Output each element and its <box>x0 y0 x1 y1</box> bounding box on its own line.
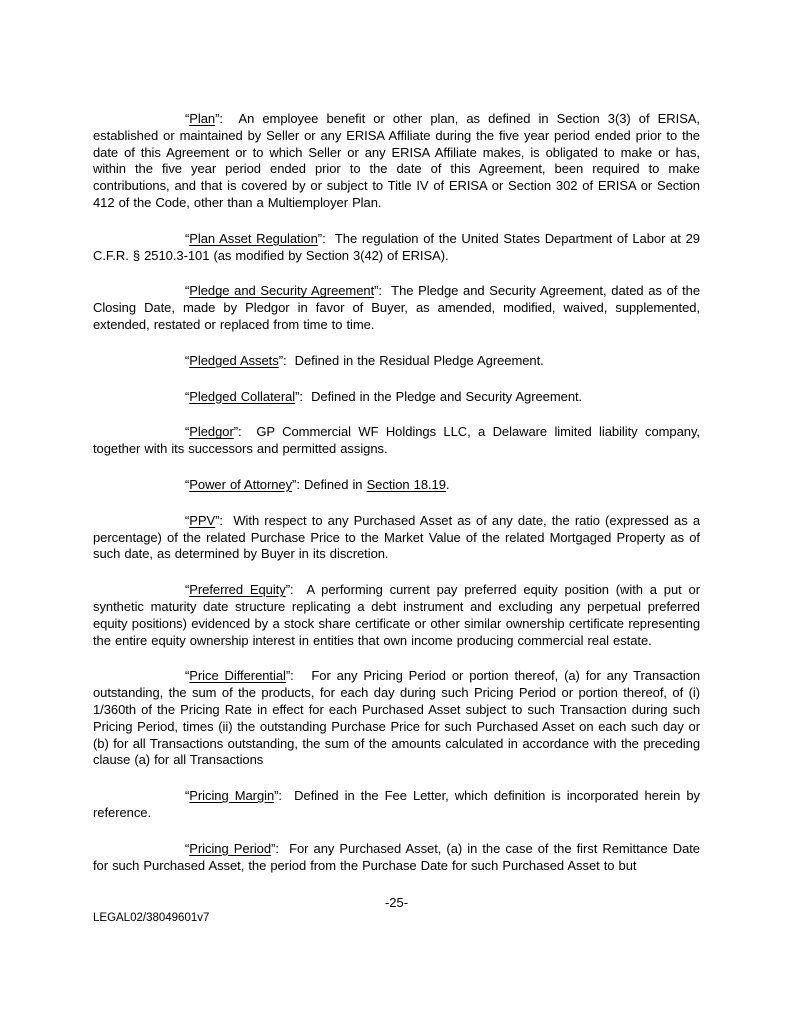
defined-term: Pledged Collateral <box>189 388 296 404</box>
paragraph-text: “ <box>185 352 190 368</box>
defined-term: Pricing Margin <box>189 788 275 804</box>
paragraph-text: ”: With respect to any Purchased Asset as of any date, the ratio (expressed as a percentage) of the related Purchase Price to the Market Value of the related Mortgaged Property as of such date, as determined by Buyer in its discretion. <box>93 512 700 562</box>
paragraph-text: “ <box>185 283 190 299</box>
definition-paragraph-pledgor <box>93 424 700 458</box>
paragraph-text: ”: Defined in the Pledge and Security Agreement. <box>295 388 583 404</box>
paragraph-text: “ <box>185 230 190 246</box>
definitions <box>93 111 700 893</box>
definition-paragraph-plan-asset-regulation <box>93 231 700 265</box>
paragraph-text: “ <box>185 388 190 404</box>
paragraph-text: ”: The regulation of the United States Department of Labor at 29 C.F.R. § 2510.3-101 (as modified by Section 3(42) of ERISA). <box>93 230 700 263</box>
definition-paragraph-pledged-collateral <box>93 389 700 406</box>
defined-term: Pricing Period <box>189 840 272 856</box>
document-id-footer: LEGAL02/38049601v7 <box>93 912 210 924</box>
paragraph-text: “ <box>185 788 190 804</box>
defined-term: Section 18.19 <box>366 476 446 492</box>
paragraph-text: ”: For any Purchased Asset, (a) in the case of the first Remittance Date for such Purchased Asset, the period from the Purchase Date for such Purchased Asset to but <box>93 840 700 873</box>
paragraph-text: “ <box>185 512 190 528</box>
page-number: -25- <box>384 895 409 910</box>
paragraph-text: ”: GP Commercial WF Holdings LLC, a Delaware limited liability company, together with its successors and permitted assigns. <box>93 424 700 457</box>
defined-term: PPV <box>189 512 216 528</box>
paragraph-text: “ <box>185 668 190 684</box>
defined-term: Price Differential <box>189 668 286 684</box>
paragraph-text: ”: A performing current pay preferred equity position (with a put or synthetic maturity date structure replicating a debt instrument and excluding any perpetual preferred equity positions) evidenced by a stock share certificate or other similar ownership certificate representing the entire equity ownership interest in entities that own income producing commercial real estate. <box>93 582 700 648</box>
definition-paragraph-pricing-margin <box>93 788 700 822</box>
paragraph-text: “ <box>185 111 190 126</box>
defined-term: Plan Asset Regulation <box>189 230 318 246</box>
definition-paragraph-price-differential <box>93 668 700 769</box>
definition-paragraph-preferred-equity <box>93 582 700 649</box>
paragraph-text: ”: For any Pricing Period or portion thereof, (a) for any Transaction outstanding, the sum of the products, for each day during such Pricing Period or portion thereof, of (i) 1/360th of the Pricing Rate in effect for each Purchased Asset subject to such Transaction during such Pricing Period, times (ii) the outstanding Purchase Price for such Purchased Asset on each such day or (b) for all Transactions outstanding, the sum of the amounts calculated in accordance with the preceding clause (a) for all Transactions <box>93 668 701 768</box>
definition-paragraph-power-of-attorney <box>93 477 700 494</box>
paragraph-text: “ <box>185 424 190 440</box>
paragraph-text: “ <box>185 476 190 492</box>
paragraph-text: ”: The Pledge and Security Agreement, dated as of the Closing Date, made by Pledgor in favor of Buyer, as amended, modified, waived, supplemented, extended, restated or replaced from time to time. <box>93 283 700 332</box>
paragraph-text: “ <box>185 840 190 856</box>
defined-term: Pledgor <box>189 424 234 440</box>
paragraph-text: ”: Defined in the Fee Letter, which definition is incorporated herein by reference. <box>93 788 700 820</box>
defined-term: Power of Attorney <box>189 476 293 492</box>
definition-paragraph-ppv <box>93 513 700 563</box>
paragraph-text: “ <box>185 582 190 598</box>
defined-term: Plan <box>189 111 216 126</box>
paragraph-text: . <box>445 476 450 492</box>
paragraph-text: ”: Defined in the Residual Pledge Agreement. <box>278 352 544 368</box>
defined-term: Pledge and Security Agreement <box>189 283 375 299</box>
paragraph-text: ”: An employee benefit or other plan, as defined in Section 3(3) of ERISA, established or maintained by Seller or any ERISA Affiliate during the five year period ended prior to the date of this Agreement or to which Seller or any ERISA Affiliate makes, is obligated to make or has, within the five year period ended prior to the date of this Agreement, been required to make contributions, and that is covered by or subject to Title IV of ERISA or Section 302 of ERISA or Section 412 of the Code, other than a Multiemployer Plan. <box>93 111 700 210</box>
paragraph-text: ”: Defined in <box>292 476 367 492</box>
defined-term: Preferred Equity <box>189 582 286 598</box>
definition-paragraph-pledged-assets <box>93 353 700 370</box>
definition-paragraph-pricing-period <box>93 841 700 875</box>
defined-term: Pledged Assets <box>189 352 279 368</box>
definition-paragraph-plan <box>93 111 700 212</box>
definition-paragraph-pledge-and-security-agreement <box>93 283 700 333</box>
